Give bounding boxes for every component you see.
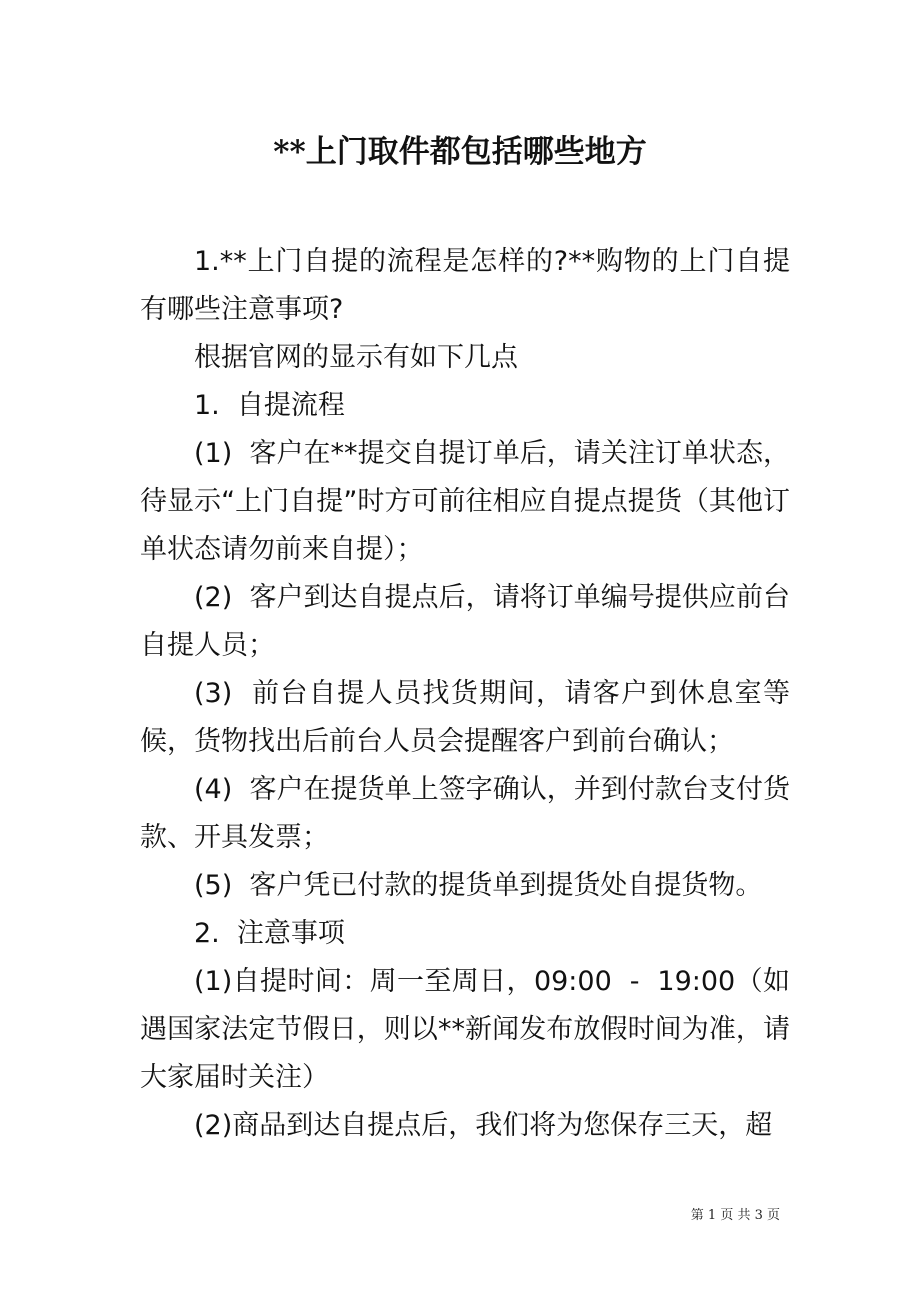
list-item-note-2: (2)商品到达自提点后，我们将为您保存三天，超 — [194, 1110, 773, 1141]
list-item-step-5: (5) 客户凭已付款的提货单到提货处自提货物。 — [194, 870, 763, 901]
list-item-step-1: (1) 客户在**提交自提订单后，请关注订单状态，待显示“上门自提”时方可前往相应自提点提货（其他订单状态请勿前来自提）； — [140, 438, 790, 565]
list-item-step-3: (3) 前台自提人员找货期间，请客户到休息室等候，货物找出后前台人员会提醒客户到前台确认； — [140, 678, 790, 757]
document-body — [140, 238, 790, 1150]
section-heading-pickup-process: 1. 自提流程 — [194, 390, 345, 421]
list-item-note-1: (1)自提时间：周一至周日，09:00 - 19:00（如遇国家法定节假日，则以**新闻发布放假时间为准，请大家届时关注） — [140, 966, 790, 1093]
section-heading-notes: 2. 注意事项 — [194, 918, 345, 949]
document-title: **上门取件都包括哪些地方 — [273, 134, 647, 170]
list-item-step-2: (2) 客户到达自提点后，请将订单编号提供应前台自提人员； — [140, 582, 790, 661]
paragraph-question: 1.**上门自提的流程是怎样的?**购物的上门自提有哪些注意事项? — [140, 246, 790, 325]
list-item-step-4: (4) 客户在提货单上签字确认，并到付款台支付货款、开具发票； — [140, 774, 790, 853]
paragraph-intro: 根据官网的显示有如下几点 — [194, 342, 518, 373]
page-number-footer: 第 1 页 共 3 页 — [690, 1208, 780, 1223]
